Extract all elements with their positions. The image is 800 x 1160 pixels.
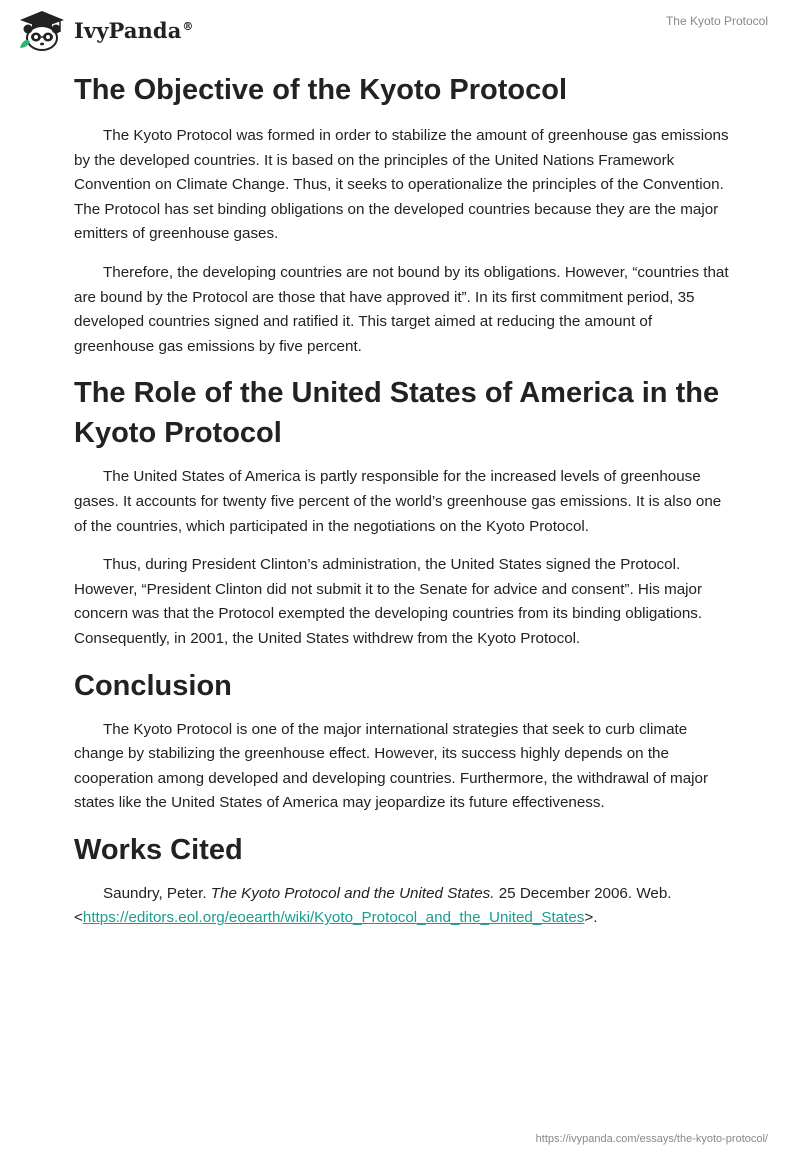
section-heading: Conclusion <box>74 669 232 702</box>
section-conclusion <box>74 666 734 816</box>
paragraph: The Kyoto Protocol was formed in order to stabilize the amount of greenhouse gas emissions by the developed countries. It is based on the principles of the United Nations Framework Convention on Climate Change. Thus, it seeks to operationalize the principles of the Convention. The Protocol has set binding obligations on the developed countries because they are the major emitters of greenhouse gases. <box>74 127 729 243</box>
brand-text: IvyPanda <box>74 17 182 43</box>
section-works-cited <box>74 830 734 931</box>
ivypanda-logo[interactable] <box>16 8 194 52</box>
panda-graduate-icon <box>16 8 68 52</box>
citation-link[interactable]: https://editors.eol.org/eoearth/wiki/Kyoto_Protocol_and_the_United_States <box>82 909 585 927</box>
page-header <box>0 0 800 60</box>
paragraph: Therefore, the developing countries are not bound by its obligations. However, “countries that are bound by the Protocol are those that have approved it”. In its first commitment period, 35 developed countries signed and ratified it. This target aimed at reducing the amount of greenhouse gas emissions by five percent. <box>74 263 729 355</box>
paragraph: The Kyoto Protocol is one of the major international strategies that seek to curb climate change by stabilizing the greenhouse effect. However, its success highly depends on the cooperation among developed and developing countries. Furthermore, the withdrawal of major states like the United States of America may jeopardize its future effectiveness. <box>74 720 709 812</box>
brand-name <box>74 18 194 43</box>
paragraph: The United States of America is partly responsible for the increased levels of greenhouse gases. It accounts for twenty five percent of the world’s greenhouse gas emissions. It is also one of the countries, which participated in the negotiations on the Kyoto Protocol. <box>74 468 722 535</box>
citation-date: 25 December 2006. <box>498 884 633 902</box>
citation-url-close: >. <box>584 909 598 927</box>
section-heading: The Role of the United States of America in the Kyoto Protocol <box>74 377 720 450</box>
footer-url: https://ivypanda.com/essays/the-kyoto-protocol/ <box>535 1133 768 1145</box>
document-title: The Kyoto Protocol <box>665 14 768 28</box>
registered-mark: ® <box>182 19 194 33</box>
citation-web-label: Web. < <box>74 884 672 927</box>
citation-entry <box>74 882 734 931</box>
section-objective <box>74 70 734 359</box>
citation-author: Saundry, Peter. <box>103 884 207 902</box>
essay-content <box>74 70 734 945</box>
citation-title: The Kyoto Protocol and the United States. <box>210 884 495 902</box>
section-heading: The Objective of the Kyoto Protocol <box>74 74 568 106</box>
section-heading: Works Cited <box>74 833 243 866</box>
paragraph: Thus, during President Clinton’s administration, the United States signed the Protocol. However, “President Clinton did not submit it to the Senate for advice and consent”. His major concern was that the Protocol exempted the developing countries from its binding obligations. Consequently, in 2001, the United States withdrew from the Kyoto Protocol. <box>74 556 703 647</box>
section-us-role <box>74 373 734 651</box>
